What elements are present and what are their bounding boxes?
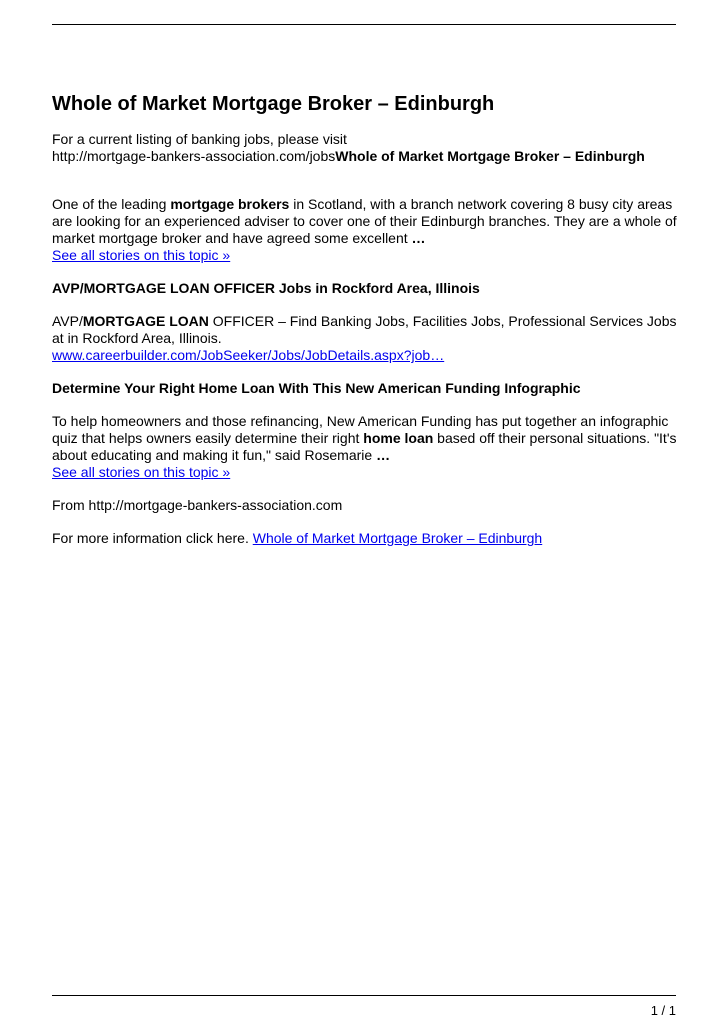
- see-all-stories-link[interactable]: See all stories on this topic »: [52, 247, 231, 263]
- intro-text: For a current listing of banking jobs, please visit: [52, 131, 347, 147]
- more-info-link[interactable]: Whole of Market Mortgage Broker – Edinburgh: [252, 530, 543, 546]
- story-ellipsis: …: [376, 447, 391, 463]
- intro-url: http://mortgage-bankers-association.com/jobs: [52, 148, 336, 164]
- story-text: To help homeowners and those refinancing, New American Funding has put together an infographic quiz that helps owners easily determine their right: [52, 413, 669, 446]
- page-title: Whole of Market Mortgage Broker – Edinburgh: [52, 93, 495, 115]
- more-info-text: For more information click here.: [52, 530, 253, 546]
- story-text: based off their personal situations. "It's about educating and making it fun," said Rosemarie: [52, 430, 677, 463]
- document-body: [52, 92, 682, 547]
- story-keyword: home loan: [363, 430, 434, 446]
- story-paragraph-1: [52, 196, 682, 264]
- story-text: AVP/: [52, 313, 83, 329]
- story-ellipsis: …: [411, 230, 426, 246]
- story-title-3: Determine Your Right Home Loan With This New American Funding Infographic: [52, 380, 581, 396]
- see-all-stories-link[interactable]: See all stories on this topic »: [52, 464, 231, 480]
- intro-paragraph: [52, 131, 682, 165]
- source-line: From http://mortgage-bankers-association.com: [52, 497, 343, 513]
- story-paragraph-3: [52, 413, 682, 481]
- page-number: 1 / 1: [650, 1003, 676, 1018]
- story-keyword: mortgage brokers: [170, 196, 290, 212]
- intro-bold-title: Whole of Market Mortgage Broker – Edinburgh: [335, 148, 645, 164]
- story-text: One of the leading: [52, 196, 171, 212]
- header-rule: [52, 24, 676, 25]
- story-keyword: MORTGAGE LOAN: [82, 313, 209, 329]
- story-title-2: AVP/MORTGAGE LOAN OFFICER Jobs in Rockford Area, Illinois: [52, 280, 480, 296]
- story-text: in Scotland, with a branch network covering 8 busy city areas are looking for an experienced adviser to cover one of their Edinburgh branches. They are a whole of market mortgage broker and have agreed some excellent: [52, 196, 677, 246]
- story-paragraph-2: [52, 313, 682, 364]
- careerbuilder-link[interactable]: www.careerbuilder.com/JobSeeker/Jobs/JobDetails.aspx?job…: [52, 347, 445, 363]
- footer-rule: [52, 995, 676, 996]
- story-text: OFFICER – Find Banking Jobs, Facilities Jobs, Professional Services Jobs at in Rockford Area, Illinois.: [52, 313, 677, 346]
- more-info-line: [52, 530, 682, 547]
